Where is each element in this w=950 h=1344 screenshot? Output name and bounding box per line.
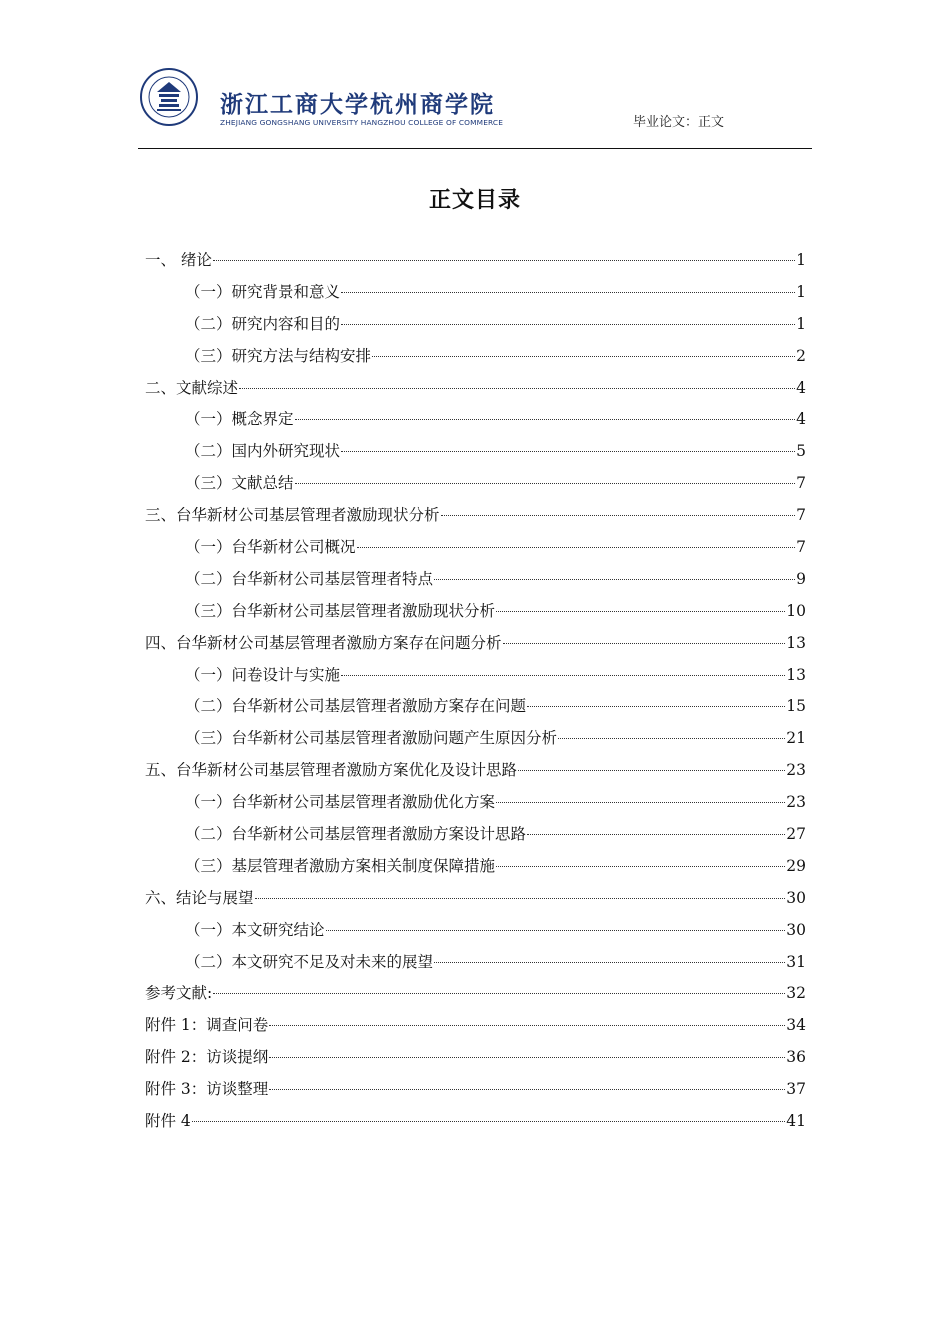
toc-entry[interactable] [145,567,806,599]
toc-entry[interactable] [145,407,806,439]
toc-dot-leader [558,738,785,739]
toc-entry-title: 二、文献综述 [145,378,239,397]
toc-page-number: 34 [786,1016,806,1035]
toc-page-number: 21 [786,729,806,748]
toc-page-number: 7 [796,474,806,493]
toc-page-number: 7 [796,538,806,557]
toc-dot-leader [341,324,795,325]
toc-dot-leader [527,706,785,707]
toc-entry-title: （三）台华新材公司基层管理者激励现状分析 [185,601,496,620]
toc-entry[interactable] [145,471,806,503]
toc-entry[interactable] [145,663,806,695]
toc-page-number: 30 [786,920,806,939]
toc-entry[interactable] [145,981,806,1013]
toc-entry-title: 六、结论与展望 [145,888,254,907]
toc-entry[interactable] [145,1013,806,1045]
toc-entry-title: 三、台华新材公司基层管理者激励现状分析 [145,506,440,525]
toc-dot-leader [269,1025,785,1026]
toc-page-number: 4 [796,410,806,429]
toc-dot-leader [269,1057,785,1058]
university-seal-logo [140,68,198,126]
toc-dot-leader [372,356,795,357]
toc-entry[interactable] [145,312,806,344]
toc-entry[interactable] [145,726,806,758]
toc-entry-title: 一、 绪论 [145,251,212,269]
toc-page-number: 5 [796,442,806,461]
toc-entry[interactable] [145,344,806,376]
toc-dot-leader [496,866,785,867]
toc-entry-title: （三）台华新材公司基层管理者激励问题产生原因分析 [185,729,558,748]
toc-entry-title: （二）台华新材公司基层管理者激励方案存在问题 [185,697,527,716]
toc-dot-leader [326,930,786,931]
toc-page-number: 36 [786,1048,806,1067]
toc-entry[interactable] [145,854,806,886]
toc-entry[interactable] [145,535,806,567]
toc-entry[interactable] [145,886,806,918]
toc-dot-leader [503,643,786,644]
toc-page-number: 1 [796,282,806,301]
toc-entry[interactable] [145,280,806,312]
toc-dot-leader [269,1089,785,1090]
toc-dot-leader [295,419,796,420]
toc-page-number: 37 [786,1080,806,1099]
toc-entry[interactable] [145,918,806,950]
toc-entry-title: （一）台华新材公司概况 [185,538,356,557]
toc-page-number: 23 [786,793,806,812]
toc-entry-title: 四、台华新材公司基层管理者激励方案存在问题分析 [145,633,502,652]
toc-entry-title: （三）文献总结 [185,474,294,493]
header-section-label: 毕业论文：正文 [632,115,724,130]
table-of-contents [145,248,806,1141]
toc-entry[interactable] [145,694,806,726]
toc-page-number: 10 [786,601,806,620]
toc-entry[interactable] [145,822,806,854]
toc-dot-leader [357,547,796,548]
toc-page-number: 13 [786,665,806,684]
toc-dot-leader [341,451,795,452]
toc-page-number: 9 [796,569,806,588]
document-title: 正文目录 [428,188,521,213]
university-logo-english: ZHEJIANG GONGSHANG UNIVERSITY HANGZHOU COLLEGE OF COMMERCE [220,118,504,127]
toc-entry-title: （一）本文研究结论 [185,920,325,939]
toc-dot-leader [239,388,795,389]
page-header [138,64,812,148]
toc-dot-leader [341,292,795,293]
toc-dot-leader [295,483,796,484]
toc-dot-leader [527,834,785,835]
toc-entry[interactable] [145,1109,806,1141]
toc-entry[interactable] [145,376,806,408]
toc-dot-leader [341,675,785,676]
toc-dot-leader [496,611,785,612]
toc-dot-leader [255,898,786,899]
toc-page-number: 31 [786,952,806,971]
toc-entry[interactable] [145,631,806,663]
toc-entry-title: （二）台华新材公司基层管理者特点 [185,569,434,588]
toc-entry[interactable] [145,950,806,982]
university-logo-chinese: 浙江工商大学杭州商学院 [220,91,495,118]
toc-dot-leader [518,770,785,771]
toc-entry[interactable] [145,1045,806,1077]
toc-page-number: 7 [796,506,806,525]
toc-entry-title: （二）台华新材公司基层管理者激励方案设计思路 [185,825,527,844]
toc-page-number: 15 [786,697,806,716]
toc-entry-title: （一）概念界定 [185,410,294,429]
toc-dot-leader [192,1121,785,1122]
toc-dot-leader [434,962,785,963]
toc-page-number: 32 [786,984,806,1003]
toc-page-number: 29 [786,856,806,875]
toc-entry-title: （一）研究背景和意义 [185,282,341,301]
toc-page-number: 2 [796,346,806,365]
toc-page-number: 41 [786,1112,806,1131]
toc-entry-title: （三）研究方法与结构安排 [185,346,372,365]
toc-entry-title: （三）基层管理者激励方案相关制度保障措施 [185,856,496,875]
toc-page-number: 30 [786,888,806,907]
header-divider [138,148,812,149]
toc-entry-title: 附件 4 [145,1112,191,1131]
toc-page-number: 1 [796,314,806,333]
toc-entry-title: 附件 3：访谈整理 [145,1080,269,1099]
toc-dot-leader [213,260,795,261]
toc-dot-leader [434,579,795,580]
toc-entry[interactable] [145,758,806,790]
toc-entry[interactable] [145,790,806,822]
toc-entry[interactable] [145,439,806,471]
toc-entry-title: （一）问卷设计与实施 [185,665,341,684]
toc-entry-title: 参考文献: [145,984,213,1003]
toc-page-number: 23 [786,761,806,780]
toc-entry-title: （二）本文研究不足及对未来的展望 [185,952,434,971]
toc-entry[interactable] [145,503,806,535]
toc-page-number: 4 [796,378,806,397]
toc-page-number: 1 [796,251,806,269]
toc-dot-leader [441,515,796,516]
toc-entry[interactable] [145,248,806,280]
toc-page-number: 27 [786,825,806,844]
toc-entry-title: 附件 2：访谈提纲 [145,1048,269,1067]
toc-entry-title: （二）研究内容和目的 [185,314,341,333]
toc-entry[interactable] [145,1077,806,1109]
toc-dot-leader [496,802,785,803]
toc-page-number: 13 [786,633,806,652]
toc-entry-title: 附件 1：调查问卷 [145,1016,269,1035]
toc-dot-leader [213,993,785,994]
toc-entry-title: （二）国内外研究现状 [185,442,341,461]
toc-entry[interactable] [145,599,806,631]
toc-entry-title: （一）台华新材公司基层管理者激励优化方案 [185,793,496,812]
toc-entry-title: 五、台华新材公司基层管理者激励方案优化及设计思路 [145,761,518,780]
